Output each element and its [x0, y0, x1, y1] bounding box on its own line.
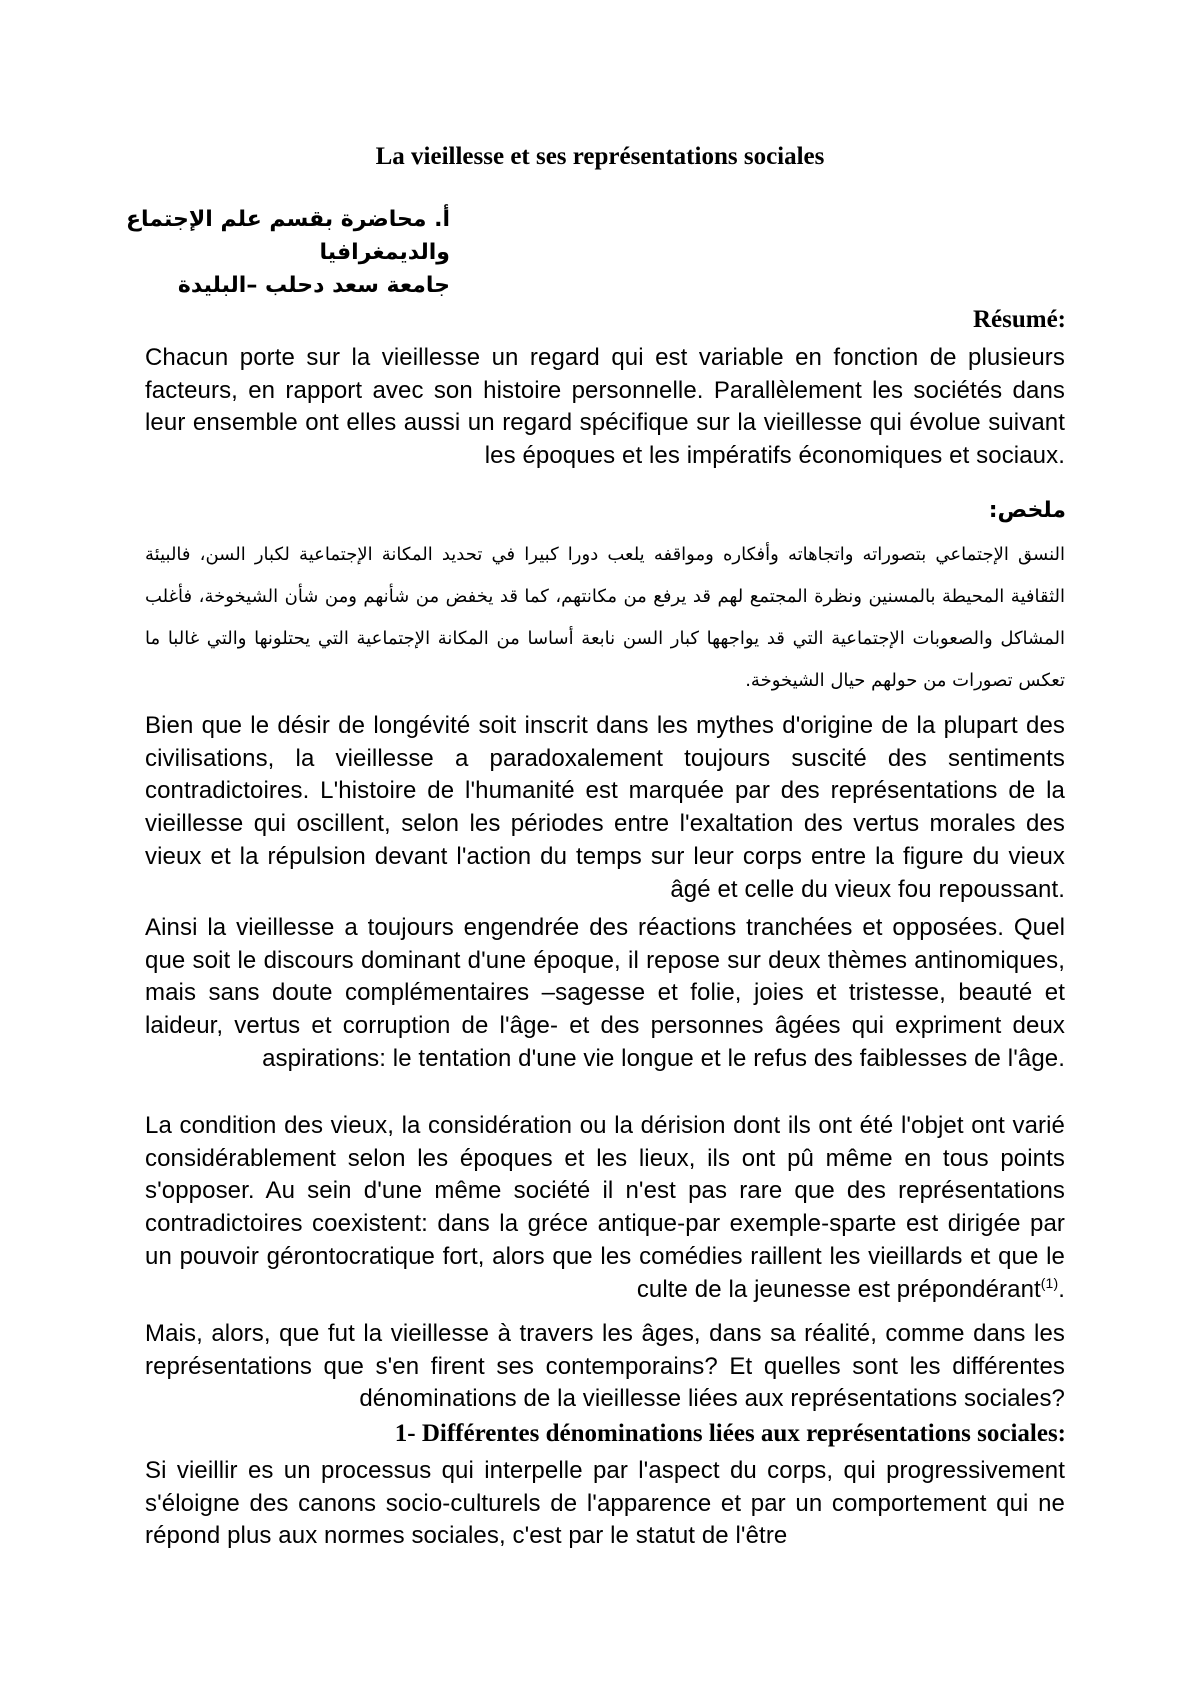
author-line-2: والديمغرافيا	[319, 240, 450, 265]
section-heading: 1- Différentes dénominations liées aux représentations sociales:	[394, 1420, 1066, 1447]
body-paragraph-2: Ainsi la vieillesse a toujours engendrée des réactions tranchées et opposées. Quel que soit le discours dominant d'une époque, il repose sur deux thèmes antinomiques, mais sans doute complémentaires –sagesse et folie, joies et tristesse, beauté et laideur, vertus et corruption de l'âge- et des personnes âgées qui expriment deux aspirations: le tentation d'une vie longue et le refus des faiblesses de l'âge.	[145, 914, 1065, 1072]
body-paragraph-5: Si vieillir es un processus qui interpelle par l'aspect du corps, qui progressivement s'éloigne des canons socio-culturels de l'apparence et par un comportement qui ne répond plus aux normes sociales, c'est par le statut de l'être	[145, 1457, 1065, 1550]
body-paragraph-4: Mais, alors, que fut la vieillesse à travers les âges, dans sa réalité, comme dans les représentations que s'en firent ses contemporains? Et quelles sont les différentes dénominations de la vieillesse liées aux représentations sociales?	[145, 1320, 1065, 1413]
author-line-1: أ. محاضرة بقسم علم الإجتماع	[126, 207, 450, 232]
resume-label: Résumé:	[972, 306, 1066, 333]
arabic-abstract-label: ملخص:	[988, 498, 1066, 523]
author-line-3: جامعة سعد دحلب –البليدة	[177, 273, 450, 298]
body-paragraph-3	[145, 1110, 1065, 1306]
body-paragraph-1: Bien que le désir de longévité soit inscrit dans les mythes d'origine de la plupart des civilisations, la vieillesse a paradoxalement toujours suscité des sentiments contradictoires. L'histoire de l'humanité est marquée par des représentations de la vieillesse qui oscillent, selon les périodes entre l'exaltation des vertus morales des vieux et la répulsion devant l'action du temps sur leur corps entre la figure du vieux âgé et celle du vieux fou repoussant.	[145, 712, 1065, 903]
body-paragraph-3-end: .	[1058, 1275, 1065, 1303]
document-title: La vieillesse et ses représentations sociales	[375, 143, 825, 170]
arabic-abstract-paragraph: النسق الإجتماعي بتصوراته واتجاهاته وأفكاره ومواقفه يلعب دورا كبيرا في تحديد المكانة الإجتماعية لكبار السن، فالبيئة الثقافية المحيطة بالمسنين ونظرة المجتمع لهم قد يرفع من مكانتهم، كما قد يخفض من شأنهم ومن شأن الشيخوخة، فأغلب المشاكل والصعوبات الإجتماعية التي قد يواجهها كبار السن نابعة أساسا من المكانة الإجتماعية التي يحتلونها والتي غالبا ما تعكس تصورات من حولهم حيال الشيخوخة.	[145, 544, 1065, 691]
author-affiliation	[126, 203, 450, 302]
resume-paragraph: Chacun porte sur la vieillesse un regard qui est variable en fonction de plusieurs facteurs, en rapport avec son histoire personnelle. Parallèlement les sociétés dans leur ensemble ont elles aussi un regard spécifique sur la vieillesse qui évolue suivant les époques et les impératifs économiques et sociaux.	[145, 344, 1065, 470]
body-paragraph-3-text: La condition des vieux, la considération ou la dérision dont ils ont été l'objet ont varié considérablement selon les époques et les lieux, ils ont pû même en tous points s'opposer. Au sein d'une même société il n'est pas rare que des représentations contradictoires coexistent: dans la gréce antique-par exemple-sparte est dirigée par un pouvoir gérontocratique fort, alors que les comédies raillent les vieillards et que le culte de la jeunesse est prépondérant	[145, 1112, 1065, 1303]
footnote-marker: (1)	[1040, 1274, 1059, 1291]
